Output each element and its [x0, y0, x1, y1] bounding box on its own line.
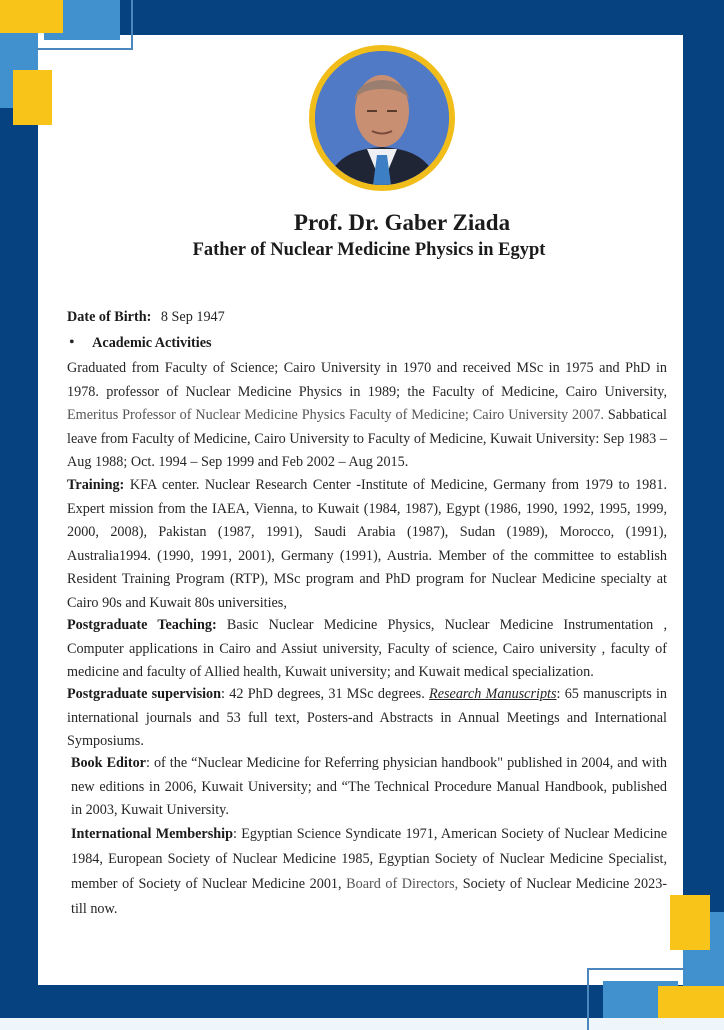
editor-text: : of the “Nuclear Medicine for Referring physician handbook" published in 2004, and with new editions in 2006, Kuwait University; and “The Technical Procedure Manual Handbook, published in 2003, Kuwait University.: [71, 755, 667, 819]
supervision-label: Postgraduate supervision: [67, 686, 222, 702]
editor-paragraph: [71, 752, 667, 823]
academic-heading-text: Academic Activities: [92, 335, 212, 351]
training-label: Training:: [67, 477, 125, 493]
training-text: KFA center. Nuclear Research Center -Institute of Medicine, Germany from 1979 to 1981. Expert mission from the IAEA, Vienna, to Kuwait (1984, 1987), Egypt (1986, 1990, 1992, 1995, 1999, 2000, 2008), Pakistan (1987, 1991), Saudi Arabia (1987), Sudan (1989), Morocco, (1991), Australia1994. (1990, 1991, 2001), Germany (1991), Austria. Member of the committee to establish Resident Training Program (RTP), MSc program and PhD program for Nuclear Medicine specialty at Cairo 90s and Kuwait 80s universities,: [67, 477, 668, 611]
dob-value: 8 Sep 1947: [160, 309, 225, 325]
membership-label: International Membership: [71, 826, 233, 842]
academic-paragraph: [67, 357, 667, 475]
frame-right: [683, 0, 724, 1018]
membership-paragraph: [71, 822, 667, 922]
supervision-paragraph: [67, 683, 667, 754]
editor-label: Book Editor: [71, 755, 146, 771]
teaching-text: Basic Nuclear Medicine Physics, Nuclear Medicine Instrumentation , Computer applications in Cairo and Assiut university, Faculty of science, Cairo university , faculty of medicine and faculty of Allied health, Kuwait university; and Kuwait medical specialization.: [67, 617, 668, 681]
deco-gold-left: [13, 70, 52, 125]
frame-top: [110, 0, 724, 35]
teaching-label: Postgraduate Teaching:: [67, 617, 217, 633]
teaching-paragraph: [67, 614, 667, 685]
person-subtitle: Father of Nuclear Medicine Physics in Egypt: [192, 240, 546, 260]
portrait-frame: [309, 45, 455, 191]
frame-left: [0, 100, 38, 1018]
deco-gold-right: [670, 895, 710, 950]
academic-sabbatical: Sabbatical leave from Faculty of Medicine, Cairo University to Faculty of Medicine, Kuwait University: Sep 1983 – Aug 1988; Oct. 1994 – Sep 1999 and Feb 2002 – Aug 2015.: [67, 407, 667, 471]
academic-heading: [67, 331, 667, 356]
bullet-icon: •: [69, 334, 75, 351]
portrait-photo: [315, 51, 449, 185]
portrait-icon: [315, 51, 449, 185]
academic-text: Graduated from Faculty of Science; Cairo University in 1970 and received MSc in 1975 and PhD in 1978. professor of Nuclear Medicine Physics in 1989; the Faculty of Medicine, Cairo University,: [67, 360, 667, 400]
research-manuscripts-link[interactable]: Research Manuscripts: [429, 686, 557, 702]
deco-outline-top: [36, 0, 133, 50]
deco-gold-bottom: [658, 986, 724, 1018]
training-paragraph: [67, 474, 667, 616]
person-name: Prof. Dr. Gaber Ziada: [293, 210, 511, 235]
date-of-birth: [67, 306, 667, 330]
manuscripts-text: : 65 manuscripts in international journals and 53 full text, Posters-and Abstracts in Annual Meetings and International Symposiums.: [67, 686, 668, 750]
academic-emeritus: Emeritus Professor of Nuclear Medicine Physics Faculty of Medicine; Cairo University 2007.: [67, 407, 604, 424]
dob-label: Date of Birth:: [67, 309, 152, 325]
board-of-directors: Board of Directors,: [346, 876, 459, 892]
membership-text: : Egyptian Science Syndicate 1971, American Society of Nuclear Medicine 1984, European Society of Nuclear Medicine 1985, Egyptian Society of Nuclear Medicine Specialist, member of Society of Nuclear Medicine 2001,: [71, 826, 667, 892]
membership-text-end: Society of Nuclear Medicine 2023-till now.: [71, 876, 668, 917]
supervision-text: : 42 PhD degrees, 31 MSc degrees.: [221, 686, 425, 702]
